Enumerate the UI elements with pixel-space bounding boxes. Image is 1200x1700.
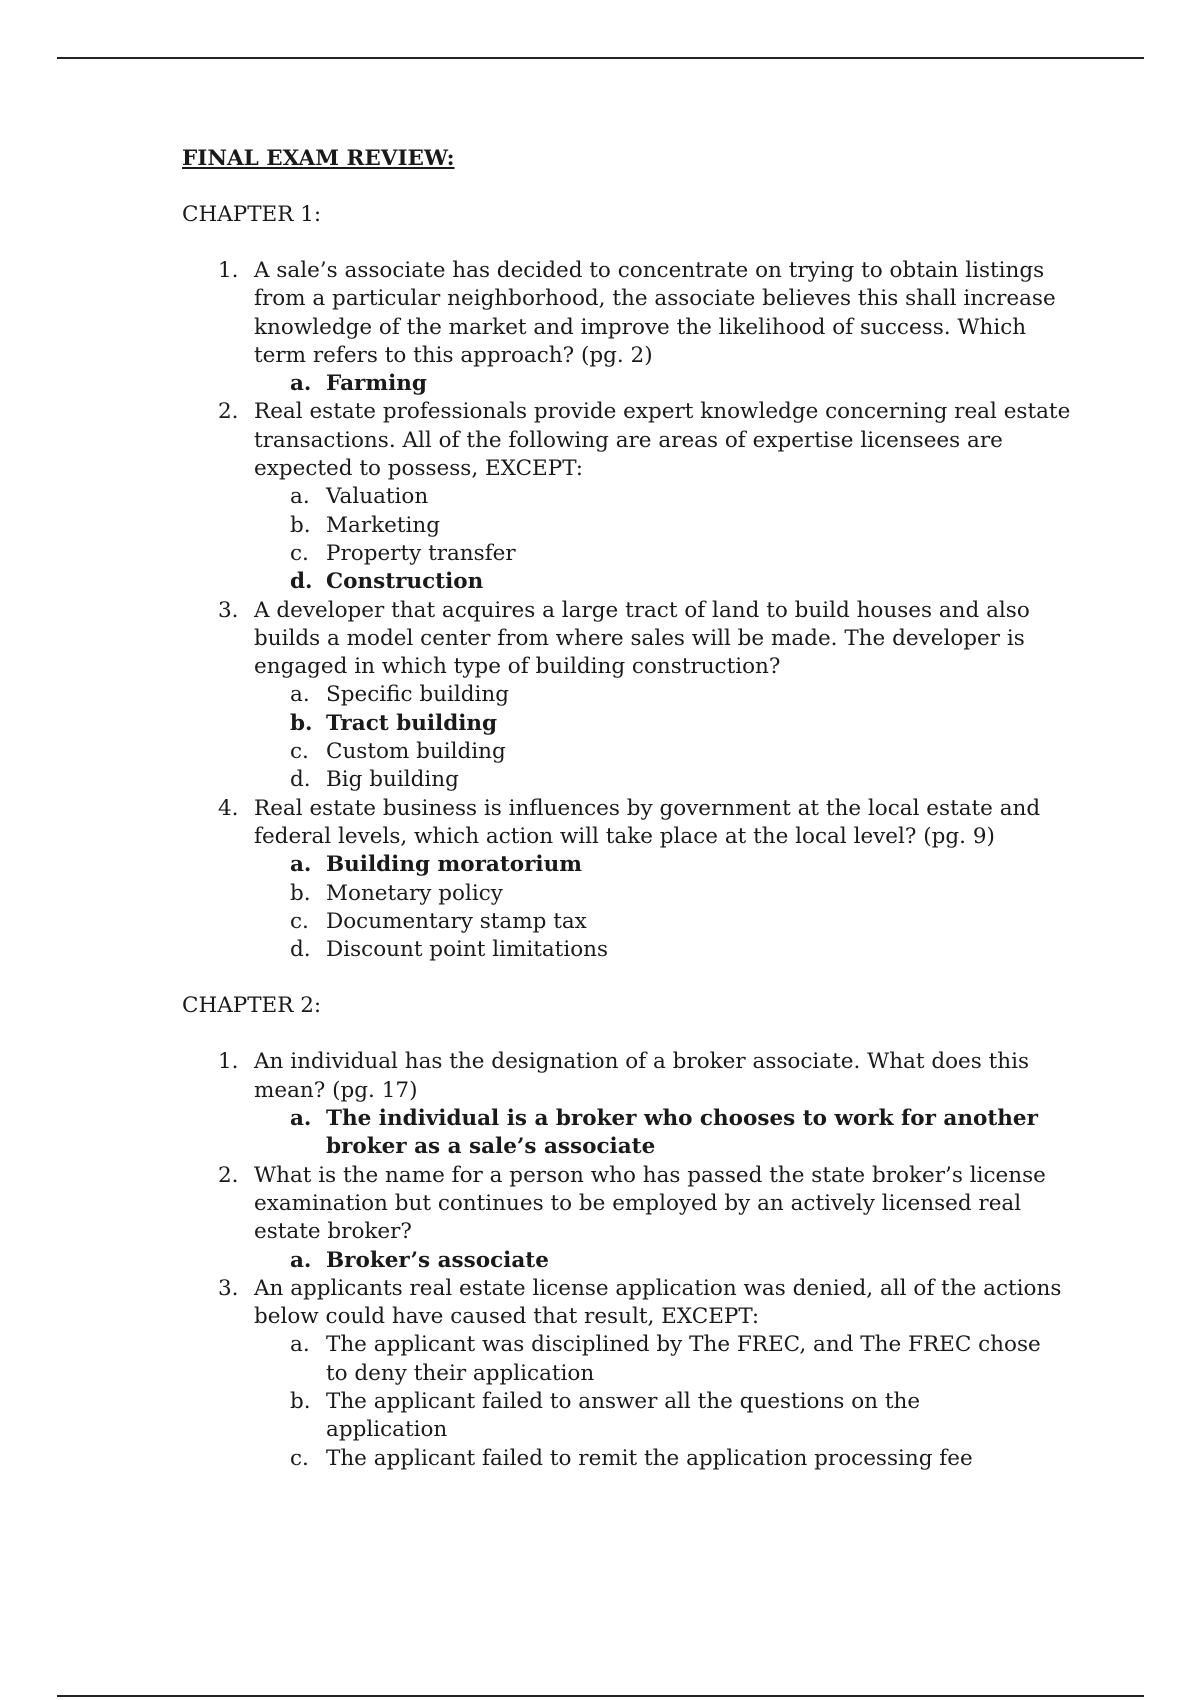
question-number: 3.: [218, 1275, 239, 1301]
option-list: [254, 483, 1074, 596]
option-text: Monetary policy: [326, 880, 503, 906]
option-list: [254, 370, 1074, 398]
question-text: A sale’s associate has decided to concentrate on trying to obtain listings from a particular neighborhood, the associate believes this shall increase knowledge of the market and improve the likelihood of success. Which term refers to this approach? (pg. 2): [254, 258, 1056, 368]
question-text: A developer that acquires a large tract of land to build houses and also builds a model center from where sales will be made. The developer is engaged in which type of building construction?: [254, 597, 1030, 680]
option-list: [254, 851, 1074, 964]
option-letter: b.: [290, 880, 311, 906]
question-item: [182, 1275, 1074, 1473]
option-text: Valuation: [326, 484, 429, 510]
option-text: The individual is a broker who chooses to work for another broker as a sale’s associate: [326, 1106, 1038, 1160]
question-item: [182, 1162, 1074, 1275]
option-letter: c.: [290, 739, 309, 765]
option-text: Tract building: [326, 710, 498, 736]
answer-option-correct: [254, 710, 1046, 738]
chapter-heading: CHAPTER 2:: [182, 993, 322, 1019]
option-letter: b.: [290, 1388, 311, 1414]
answer-option-correct: [254, 1247, 1046, 1275]
question-text: An applicants real estate license application was denied, all of the actions below could have caused that result, EXCEPT:: [254, 1275, 1062, 1330]
option-text: Specific building: [326, 682, 509, 708]
option-list: [254, 1105, 1074, 1162]
option-letter: b.: [290, 512, 311, 538]
option-letter: c.: [290, 1445, 309, 1471]
option-letter: c.: [290, 908, 309, 934]
answer-option: [254, 936, 1046, 964]
option-letter: a.: [290, 484, 310, 510]
question-text: An individual has the designation of a broker associate. What does this mean? (pg. 17): [254, 1049, 1030, 1103]
answer-option: [254, 512, 1046, 540]
answer-option: [254, 738, 1046, 766]
option-letter: d.: [290, 569, 313, 595]
option-text: Custom building: [326, 739, 506, 765]
option-text: Construction: [326, 569, 484, 595]
page-top-rule: [57, 57, 1144, 59]
option-list: [254, 681, 1074, 794]
option-text: Building moratorium: [326, 852, 582, 878]
answer-option: [254, 766, 1046, 794]
document-title: FINAL EXAM REVIEW:: [182, 146, 455, 171]
option-letter: a.: [290, 1332, 310, 1358]
document-page: [182, 145, 1082, 1473]
question-list: [182, 257, 1082, 964]
answer-option: [254, 880, 1046, 908]
question-text: What is the name for a person who has passed the state broker’s license examination but continues to be employed by an actively licensed real estate broker?: [254, 1162, 1046, 1245]
question-item: [182, 1048, 1074, 1161]
answer-option: [254, 540, 1046, 568]
page-bottom-rule: [57, 1695, 1144, 1697]
answer-option-correct: [254, 1105, 1046, 1162]
question-list: [182, 1048, 1082, 1472]
option-letter: a.: [290, 852, 312, 878]
option-list: [254, 1247, 1074, 1275]
option-letter: a.: [290, 1247, 312, 1273]
question-item: [182, 257, 1074, 398]
question-number: 1.: [218, 1049, 239, 1075]
option-text: Discount point limitations: [326, 937, 609, 963]
question-number: 1.: [218, 258, 239, 283]
answer-option: [254, 1388, 1046, 1445]
answer-option: [254, 681, 1046, 709]
answer-option: [254, 1331, 1046, 1388]
answer-option: [254, 483, 1046, 511]
option-text: Marketing: [326, 512, 440, 538]
option-text: Documentary stamp tax: [326, 908, 587, 934]
question-item: [182, 795, 1074, 965]
answer-option: [254, 908, 1046, 936]
answer-option-correct: [254, 370, 1046, 398]
question-number: 2.: [218, 1162, 239, 1188]
option-text: Farming: [326, 371, 427, 397]
question-number: 2.: [218, 399, 239, 425]
option-text: Broker’s associate: [326, 1247, 549, 1273]
option-letter: d.: [290, 937, 311, 963]
section-spacer: [182, 964, 1082, 992]
option-letter: c.: [290, 540, 309, 566]
answer-option: [254, 1445, 1046, 1473]
chapter-section: [182, 992, 1082, 1472]
option-text: The applicant failed to remit the application processing fee: [326, 1445, 973, 1471]
chapter-section: [182, 201, 1082, 964]
option-text: Big building: [326, 767, 459, 793]
option-letter: d.: [290, 767, 311, 793]
question-number: 3.: [218, 597, 239, 623]
option-text: The applicant failed to answer all the questions on the application: [326, 1388, 921, 1443]
chapter-heading: CHAPTER 1:: [182, 202, 322, 227]
option-text: The applicant was disciplined by The FREC, and The FREC chose to deny their application: [326, 1332, 1041, 1386]
option-letter: a.: [290, 1106, 312, 1132]
question-text: Real estate professionals provide expert knowledge concerning real estate transactions. All of the following are areas of expertise licensees are expected to possess, EXCEPT:: [254, 399, 1071, 482]
option-letter: a.: [290, 371, 312, 397]
question-text: Real estate business is influences by government at the local estate and federal levels, which action will take place at the local level? (pg. 9): [254, 795, 1041, 849]
option-text: Property transfer: [326, 540, 516, 566]
question-item: [182, 398, 1074, 596]
question-item: [182, 597, 1074, 795]
answer-option-correct: [254, 568, 1046, 596]
option-list: [254, 1331, 1074, 1472]
question-number: 4.: [218, 795, 239, 821]
option-letter: b.: [290, 710, 313, 736]
option-letter: a.: [290, 682, 310, 708]
answer-option-correct: [254, 851, 1046, 879]
